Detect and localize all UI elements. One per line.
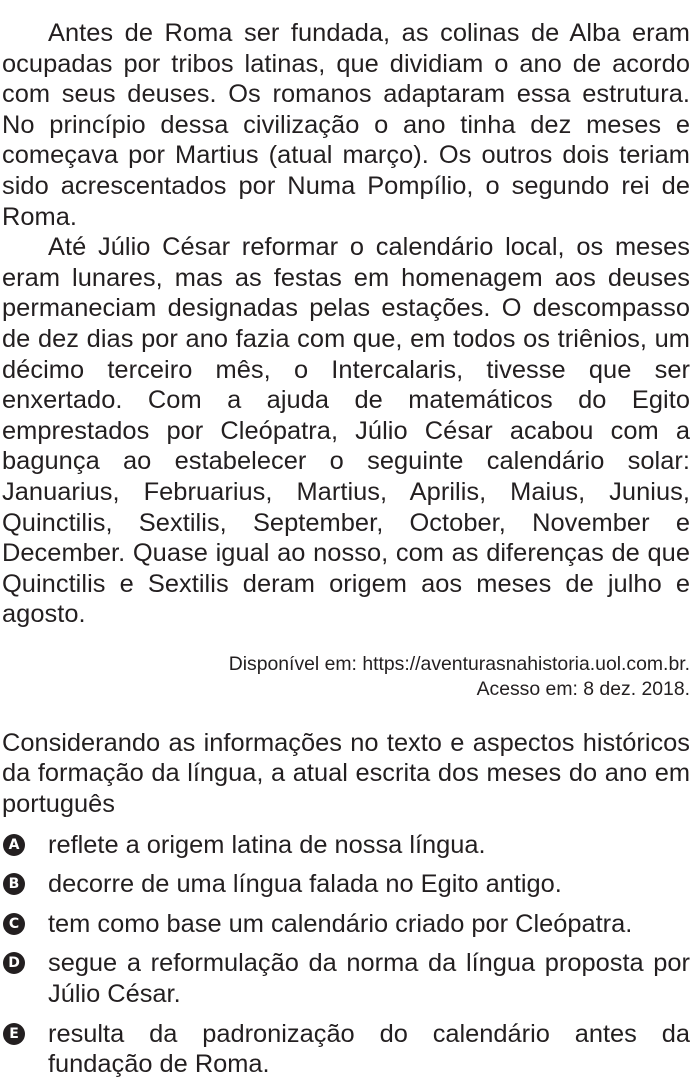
option-a[interactable] xyxy=(2,830,690,861)
passage-paragraph-2: Até Júlio César reformar o calendário local, os meses eram lunares, mas as festas em homenagem aos deuses permaneciam designadas pelas estações. O descompasso de dez dias por ano fazia com que, em todos os triênios, um décimo terceiro mês, o Intercalaris, tivesse que ser enxertado. Com a ajuda de matemáticos do Egito emprestados por Cleópatra, Júlio César acabou com a bagunça ao estabelecer o seguinte calendário solar: Januarius, Februarius, Martius, Aprilis, Maius, Junius, Quinctilis, Sextilis, September, October, November e December. Quase igual ao nosso, com as diferenças de que Quinctilis e Sextilis deram origem aos meses de julho e agosto. xyxy=(2,233,690,629)
option-d-text: segue a reformulação da norma da língua proposta por Júlio César. xyxy=(48,949,690,1009)
option-a-text: reflete a origem latina de nossa língua. xyxy=(48,830,486,859)
option-a-letter-icon: A xyxy=(3,834,25,856)
source-citation xyxy=(2,652,690,702)
source-url-line: Disponível em: https://aventurasnahistoria.uol.com.br. xyxy=(228,652,690,675)
option-e-text: resulta da padronização do calendário antes da fundação de Roma. xyxy=(48,1019,690,1079)
option-d-letter-icon: D xyxy=(3,952,25,974)
option-d[interactable] xyxy=(2,948,690,1009)
option-e-letter-icon: E xyxy=(3,1023,25,1045)
option-b-text: decorre de uma língua falada no Egito antigo. xyxy=(48,870,562,899)
option-c-text: tem como base um calendário criado por Cleópatra. xyxy=(48,909,633,938)
source-access-date: Acesso em: 8 dez. 2018. xyxy=(476,677,690,700)
passage-paragraph-1: Antes de Roma ser fundada, as colinas de Alba eram ocupadas por tribos latinas, que dividiam o ano de acordo com seus deuses. Os romanos adaptaram essa estrutura. No princípio dessa civilização o ano tinha dez meses e começava por Martius (atual março). Os outros dois teriam sido acrescentados por Numa Pompílio, o segundo rei de Roma. xyxy=(2,19,690,231)
reading-passage xyxy=(2,18,690,630)
question-stem: Considerando as informações no texto e aspectos históricos da formação da língua, a atual escrita dos meses do ano em português xyxy=(2,728,690,819)
exam-page xyxy=(2,0,690,1089)
option-e[interactable] xyxy=(2,1019,690,1080)
option-b[interactable] xyxy=(2,869,690,900)
answer-options xyxy=(2,830,690,1080)
option-b-letter-icon: B xyxy=(3,873,25,895)
option-c[interactable] xyxy=(2,909,690,940)
option-c-letter-icon: C xyxy=(3,913,25,935)
